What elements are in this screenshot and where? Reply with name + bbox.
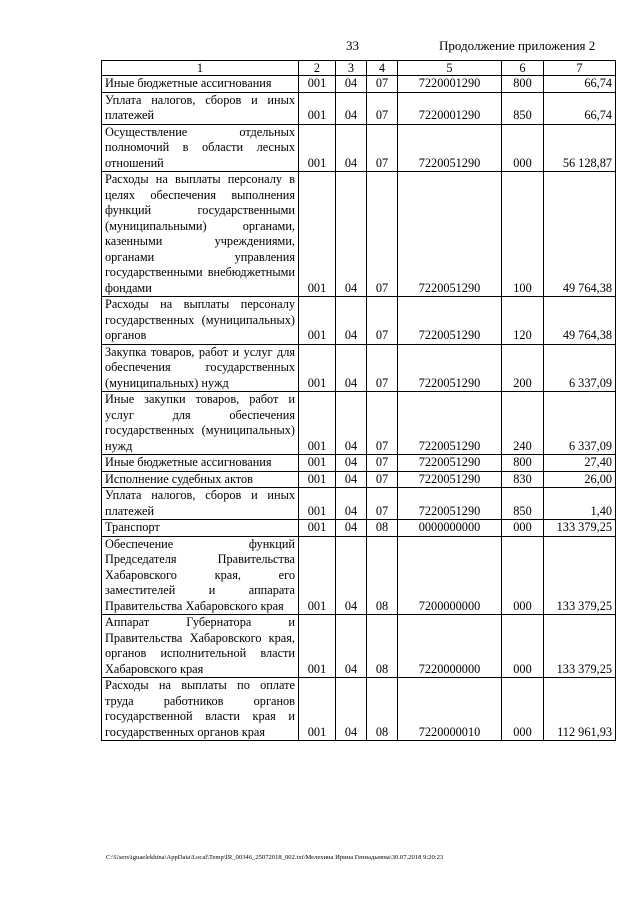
footer-file-path: C:\Users\iguaelekhina\AppData\Local\Temp\IR_00346_25072018_002.txt\Мелехина Ирина Геннадьевна\30.07.2018 9:20:23: [106, 854, 444, 861]
subsection-code: 07: [367, 76, 398, 93]
amount: 49 764,38: [544, 172, 616, 297]
row-name-text: Иные бюджетные ассигнования: [105, 76, 272, 90]
row-name-text: Расходы на выплаты персоналу государственных (муниципальных) органов: [105, 297, 295, 342]
expense-type-code: 000: [502, 536, 544, 615]
table-row: [102, 392, 616, 455]
row-name: [102, 297, 299, 345]
target-article-code: 7220000000: [398, 615, 502, 678]
section-code: 04: [336, 344, 367, 392]
section-code: 04: [336, 678, 367, 741]
subsection-code: 08: [367, 678, 398, 741]
section-code: 04: [336, 76, 367, 93]
table-row: [102, 471, 616, 488]
expense-type-code: 850: [502, 92, 544, 124]
kvsr-code: 001: [299, 615, 336, 678]
expense-type-code: 000: [502, 615, 544, 678]
table-header-row: [102, 61, 616, 76]
row-name: [102, 392, 299, 455]
column-header: 1: [102, 61, 299, 76]
table-row: [102, 520, 616, 537]
row-name-text: Исполнение судебных актов: [105, 471, 253, 486]
table-row: [102, 455, 616, 472]
table-row: [102, 615, 616, 678]
table-row: [102, 124, 616, 172]
row-name-text: Обеспечение функций Председателя Правительства Хабаровского края, его заместителей и аппарата Правительства Хабаровского края: [105, 536, 295, 613]
row-name-text: Расходы на выплаты персоналу в целях обеспечения выполнения функций государственными (муниципальными) органами, казенными учреждениями, органами управления государственными внебюджетными фондами: [105, 172, 295, 295]
table-body: [102, 76, 616, 741]
amount: 133 379,25: [544, 615, 616, 678]
expense-type-code: 000: [502, 124, 544, 172]
target-article-code: 7220051290: [398, 172, 502, 297]
continuation-label: Продолжение приложения 2: [439, 38, 596, 53]
section-code: 04: [336, 488, 367, 520]
table-row: [102, 76, 616, 93]
expense-type-code: 800: [502, 76, 544, 93]
row-name-text: Иные закупки товаров, работ и услуг для обеспечения государственных (муниципальных) нужд: [105, 392, 295, 453]
section-code: 04: [336, 392, 367, 455]
column-header: 2: [299, 61, 336, 76]
row-name-text: Уплата налогов, сборов и иных платежей: [105, 92, 295, 122]
target-article-code: 7220000010: [398, 678, 502, 741]
target-article-code: 0000000000: [398, 520, 502, 537]
table-row: [102, 172, 616, 297]
row-name-text: Осуществление отдельных полномочий в области лесных отношений: [105, 124, 295, 170]
kvsr-code: 001: [299, 488, 336, 520]
table-row: [102, 344, 616, 392]
section-code: 04: [336, 520, 367, 537]
budget-table: [101, 60, 616, 741]
subsection-code: 08: [367, 520, 398, 537]
subsection-code: 07: [367, 344, 398, 392]
row-name: [102, 488, 299, 520]
expense-type-code: 000: [502, 520, 544, 537]
kvsr-code: 001: [299, 520, 336, 537]
column-header: 5: [398, 61, 502, 76]
target-article-code: 7220051290: [398, 392, 502, 455]
row-name-text: Иные бюджетные ассигнования: [105, 455, 272, 469]
amount: 27,40: [544, 455, 616, 472]
expense-type-code: 200: [502, 344, 544, 392]
subsection-code: 07: [367, 471, 398, 488]
expense-type-code: 830: [502, 471, 544, 488]
kvsr-code: 001: [299, 92, 336, 124]
row-name-text: Аппарат Губернатора и Правительства Хабаровского края, органов исполнительной власти Хабаровского края: [105, 615, 295, 676]
row-name: [102, 172, 299, 297]
column-header: 3: [336, 61, 367, 76]
expense-type-code: 850: [502, 488, 544, 520]
kvsr-code: 001: [299, 455, 336, 472]
subsection-code: 07: [367, 455, 398, 472]
row-name: [102, 471, 299, 488]
amount: 56 128,87: [544, 124, 616, 172]
target-article-code: 7220051290: [398, 455, 502, 472]
amount: 112 961,93: [544, 678, 616, 741]
target-article-code: 7220051290: [398, 344, 502, 392]
kvsr-code: 001: [299, 392, 336, 455]
row-name: [102, 124, 299, 172]
amount: 66,74: [544, 76, 616, 93]
expense-type-code: 120: [502, 297, 544, 345]
subsection-code: 07: [367, 488, 398, 520]
row-name-text: Расходы на выплаты по оплате труда работников органов государственной власти края и государственных органов края: [105, 678, 295, 739]
section-code: 04: [336, 297, 367, 345]
column-header: 6: [502, 61, 544, 76]
target-article-code: 7220001290: [398, 76, 502, 93]
amount: 133 379,25: [544, 520, 616, 537]
subsection-code: 07: [367, 124, 398, 172]
row-name: [102, 92, 299, 124]
row-name-text: Транспорт: [105, 520, 160, 534]
row-name: [102, 615, 299, 678]
page-number: 33: [346, 38, 359, 53]
row-name: [102, 455, 299, 472]
target-article-code: 7200000000: [398, 536, 502, 615]
amount: 6 337,09: [544, 392, 616, 455]
kvsr-code: 001: [299, 536, 336, 615]
amount: 133 379,25: [544, 536, 616, 615]
target-article-code: 7220001290: [398, 92, 502, 124]
row-name-text: Закупка товаров, работ и услуг для обеспечения государственных (муниципальных) нужд: [105, 344, 295, 390]
subsection-code: 08: [367, 536, 398, 615]
row-name: [102, 536, 299, 615]
subsection-code: 07: [367, 297, 398, 345]
subsection-code: 07: [367, 172, 398, 297]
table-row: [102, 488, 616, 520]
target-article-code: 7220051290: [398, 124, 502, 172]
subsection-code: 07: [367, 392, 398, 455]
kvsr-code: 001: [299, 124, 336, 172]
amount: 6 337,09: [544, 344, 616, 392]
row-name: [102, 678, 299, 741]
kvsr-code: 001: [299, 678, 336, 741]
row-name: [102, 344, 299, 392]
target-article-code: 7220051290: [398, 297, 502, 345]
expense-type-code: 240: [502, 392, 544, 455]
kvsr-code: 001: [299, 471, 336, 488]
section-code: 04: [336, 471, 367, 488]
row-name: [102, 520, 299, 537]
expense-type-code: 100: [502, 172, 544, 297]
section-code: 04: [336, 615, 367, 678]
row-name: [102, 76, 299, 93]
section-code: 04: [336, 92, 367, 124]
kvsr-code: 001: [299, 76, 336, 93]
row-name-text: Уплата налогов, сборов и иных платежей: [105, 488, 295, 518]
amount: 1,40: [544, 488, 616, 520]
amount: 66,74: [544, 92, 616, 124]
subsection-code: 08: [367, 615, 398, 678]
section-code: 04: [336, 455, 367, 472]
kvsr-code: 001: [299, 297, 336, 345]
table-row: [102, 297, 616, 345]
table-row: [102, 536, 616, 615]
section-code: 04: [336, 124, 367, 172]
kvsr-code: 001: [299, 344, 336, 392]
section-code: 04: [336, 536, 367, 615]
amount: 26,00: [544, 471, 616, 488]
table-row: [102, 92, 616, 124]
table-row: [102, 678, 616, 741]
subsection-code: 07: [367, 92, 398, 124]
expense-type-code: 800: [502, 455, 544, 472]
amount: 49 764,38: [544, 297, 616, 345]
target-article-code: 7220051290: [398, 488, 502, 520]
column-header: 7: [544, 61, 616, 76]
section-code: 04: [336, 172, 367, 297]
column-header: 4: [367, 61, 398, 76]
kvsr-code: 001: [299, 172, 336, 297]
target-article-code: 7220051290: [398, 471, 502, 488]
expense-type-code: 000: [502, 678, 544, 741]
